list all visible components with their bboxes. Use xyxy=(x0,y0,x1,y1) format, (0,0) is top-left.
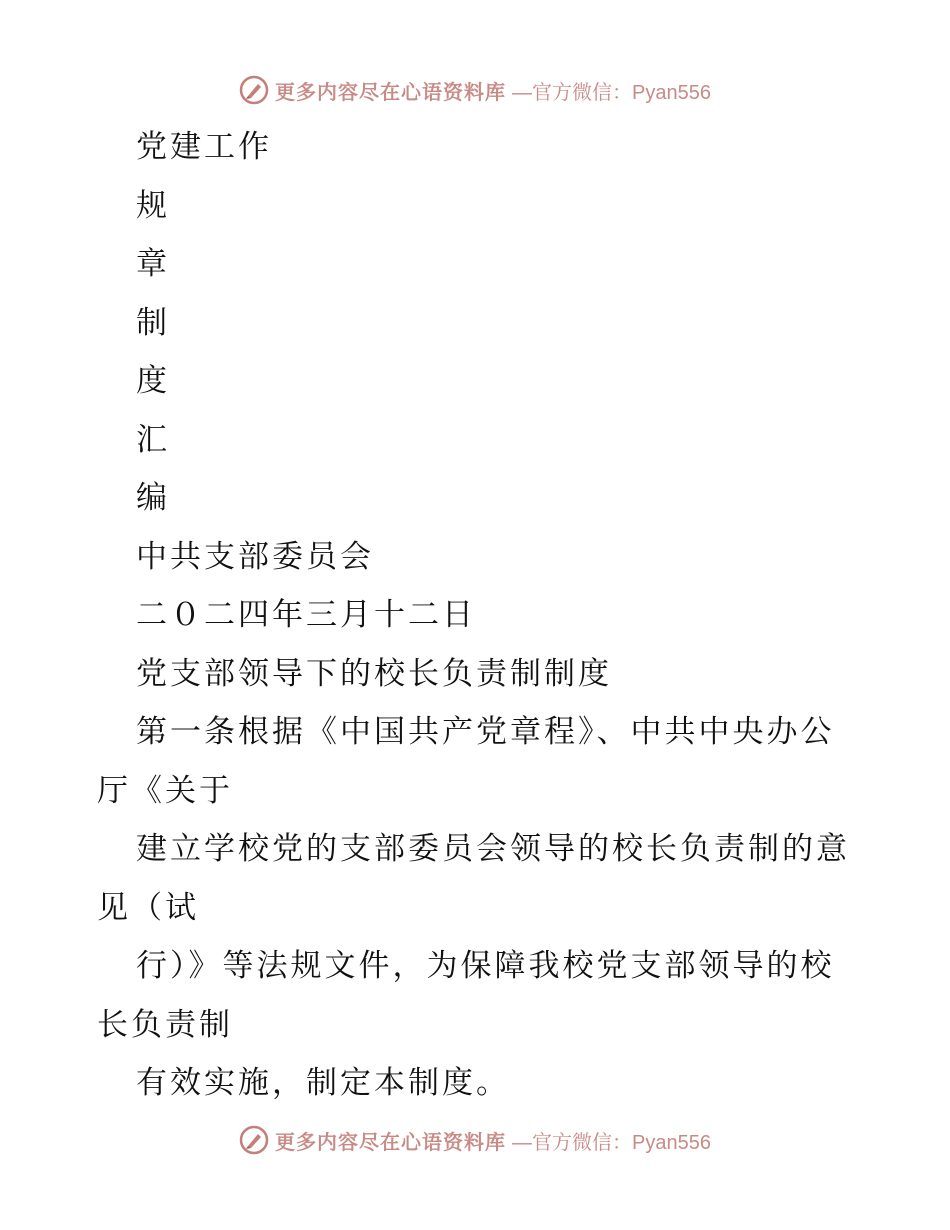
header-watermark-banner xyxy=(0,70,950,110)
doc-organization: 中共支部委员会 xyxy=(136,538,374,575)
document-body xyxy=(0,118,950,1113)
doc-title-char: 汇 xyxy=(136,421,170,458)
doc-title-char: 度 xyxy=(136,363,170,399)
paragraph-line: 行）》等法规文件，为保障我校党支部领导的校 xyxy=(136,948,835,984)
paragraph-line: 建立学校党的支部委员会领导的校长负责制的意 xyxy=(136,831,850,867)
pen-logo-icon xyxy=(239,1125,269,1155)
footer-watermark-banner xyxy=(0,1120,950,1160)
footer-brand-text: 更多内容尽在心语资料库 xyxy=(275,1129,507,1154)
paragraph-line: 长负责制 xyxy=(97,1006,233,1043)
doc-title-char: 章 xyxy=(136,246,170,282)
footer-contact-text: —官方微信：Pyan556 xyxy=(512,1131,711,1154)
pen-logo-icon xyxy=(239,75,269,105)
paragraph-line: 第一条根据《中国共产党章程》、中共中央办公 xyxy=(136,714,835,750)
doc-title-char: 制 xyxy=(136,304,170,341)
doc-date: 二０二四年三月十二日 xyxy=(136,597,476,633)
doc-title-line: 党建工作 xyxy=(136,129,272,165)
header-brand-text: 更多内容尽在心语资料库 xyxy=(275,79,507,104)
paragraph-line: 厅《关于 xyxy=(97,772,233,809)
paragraph-line: 见（试 xyxy=(97,889,199,926)
doc-title-char: 编 xyxy=(136,480,170,516)
paragraph-line: 有效实施，制定本制度。 xyxy=(136,1065,510,1101)
section-heading: 党支部领导下的校长负责制制度 xyxy=(136,655,612,692)
header-contact-text: —官方微信：Pyan556 xyxy=(512,81,711,104)
doc-title-char: 规 xyxy=(136,187,170,224)
